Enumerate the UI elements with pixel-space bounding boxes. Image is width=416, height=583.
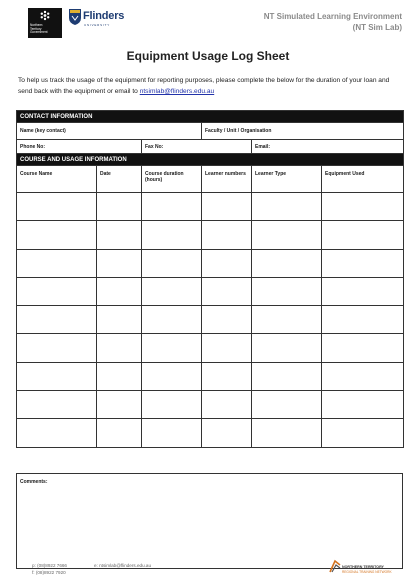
course-cell[interactable] — [322, 221, 404, 249]
course-cell[interactable] — [97, 277, 142, 305]
course-cell[interactable] — [252, 391, 322, 419]
course-cell[interactable] — [252, 362, 322, 390]
course-cell[interactable] — [17, 334, 97, 362]
flinders-sub: UNIVERSITY — [84, 23, 111, 27]
env-line-1: NT Simulated Learning Environment — [263, 12, 402, 21]
course-cell[interactable] — [252, 334, 322, 362]
flinders-logo — [68, 8, 125, 34]
course-cell[interactable] — [17, 193, 97, 221]
course-row — [17, 334, 404, 362]
course-section-heading: COURSE AND USAGE INFORMATION — [17, 154, 404, 166]
course-row — [17, 391, 404, 419]
course-cell[interactable] — [142, 362, 202, 390]
course-cell[interactable] — [202, 277, 252, 305]
footer-fax: f: (08)8922 7920 — [32, 570, 66, 575]
faculty-field[interactable]: Faculty / Unit / Organisation — [202, 123, 404, 140]
course-cell[interactable] — [322, 193, 404, 221]
course-row — [17, 306, 404, 334]
course-cell[interactable] — [97, 306, 142, 334]
email-field[interactable]: Email: — [252, 140, 404, 154]
course-cell[interactable] — [17, 391, 97, 419]
intro-paragraph — [18, 75, 398, 97]
fax-field[interactable]: Fax No: — [142, 140, 252, 154]
flinders-name: Flinders — [83, 10, 125, 22]
course-cell[interactable] — [202, 306, 252, 334]
course-cell[interactable] — [252, 221, 322, 249]
course-cell[interactable] — [142, 419, 202, 447]
course-cell[interactable] — [97, 391, 142, 419]
nt-government-logo — [28, 8, 62, 38]
ntg-line-3: Government — [30, 30, 48, 35]
course-row — [17, 193, 404, 221]
course-row — [17, 277, 404, 305]
env-line-2: (NT Sim Lab) — [352, 23, 402, 32]
col-course-name: Course Name — [17, 166, 97, 193]
course-cell[interactable] — [322, 362, 404, 390]
course-cell[interactable] — [97, 249, 142, 277]
course-cell[interactable] — [17, 277, 97, 305]
course-cell[interactable] — [97, 193, 142, 221]
ntg-line-1: Northern — [30, 23, 43, 27]
col-equipment-used: Equipment Used — [322, 166, 404, 193]
course-cell[interactable] — [202, 419, 252, 447]
course-cell[interactable] — [17, 249, 97, 277]
course-cell[interactable] — [97, 419, 142, 447]
course-cell[interactable] — [142, 391, 202, 419]
email-link[interactable]: ntsimlab@flinders.edu.au — [139, 88, 215, 95]
course-cell[interactable] — [17, 362, 97, 390]
course-cell[interactable] — [97, 362, 142, 390]
course-cell[interactable] — [322, 391, 404, 419]
course-cell[interactable] — [142, 249, 202, 277]
course-cell[interactable] — [142, 306, 202, 334]
footer-contact — [32, 562, 152, 576]
course-column-headers — [17, 166, 404, 193]
ntrtn-line-2: REGIONAL TRAINING NETWORK — [342, 569, 392, 574]
course-cell[interactable] — [202, 193, 252, 221]
course-cell[interactable] — [252, 419, 322, 447]
course-cell[interactable] — [142, 334, 202, 362]
course-row — [17, 362, 404, 390]
course-row — [17, 221, 404, 249]
col-course-duration: Course duration (hours) — [142, 166, 202, 193]
course-cell[interactable] — [252, 249, 322, 277]
course-cell[interactable] — [322, 334, 404, 362]
course-cell[interactable] — [322, 277, 404, 305]
course-cell[interactable] — [202, 221, 252, 249]
course-cell[interactable] — [322, 249, 404, 277]
footer-email[interactable]: e: ntsimlab@flinders.edu.au — [94, 563, 152, 568]
comments-box[interactable] — [16, 473, 403, 569]
col-date: Date — [97, 166, 142, 193]
ntrtn-line-1: NORTHERN TERRITORY — [342, 565, 384, 569]
col-learner-numbers: Learner numbers — [202, 166, 252, 193]
course-rows — [17, 193, 404, 448]
course-row — [17, 419, 404, 447]
course-cell[interactable] — [142, 221, 202, 249]
course-cell[interactable] — [202, 391, 252, 419]
course-cell[interactable] — [202, 362, 252, 390]
contact-section-heading: CONTACT INFORMATION — [17, 111, 404, 123]
environment-title — [264, 11, 402, 33]
ntrtn-mark-icon — [328, 556, 342, 576]
page-title: Equipment Usage Log Sheet — [126, 49, 290, 63]
footer-phone: p: (08)8922 7666 — [32, 563, 67, 568]
flinders-shield-icon — [68, 8, 82, 26]
course-cell[interactable] — [252, 193, 322, 221]
course-cell[interactable] — [17, 221, 97, 249]
course-cell[interactable] — [202, 334, 252, 362]
course-cell[interactable] — [202, 249, 252, 277]
ntrtn-logo — [328, 556, 398, 580]
ntg-emblem-icon — [38, 10, 52, 21]
course-cell[interactable] — [322, 306, 404, 334]
intro-text: To help us track the usage of the equipment for reporting purposes, please complete the below for the duration of your loan and send back with the equipment or email to — [18, 77, 390, 95]
phone-field[interactable]: Phone No: — [17, 140, 142, 154]
course-cell[interactable] — [252, 306, 322, 334]
course-cell[interactable] — [17, 419, 97, 447]
course-cell[interactable] — [252, 277, 322, 305]
ntg-line-2: Territory — [30, 26, 42, 31]
course-cell[interactable] — [142, 277, 202, 305]
log-form-table — [16, 110, 404, 448]
course-cell[interactable] — [142, 193, 202, 221]
course-cell[interactable] — [322, 419, 404, 447]
course-row — [17, 249, 404, 277]
comments-label: Comments: — [20, 479, 48, 485]
course-cell[interactable] — [97, 221, 142, 249]
name-field[interactable]: Name (key contact) — [17, 123, 202, 140]
course-cell[interactable] — [97, 334, 142, 362]
col-learner-type: Learner Type — [252, 166, 322, 193]
course-cell[interactable] — [17, 306, 97, 334]
